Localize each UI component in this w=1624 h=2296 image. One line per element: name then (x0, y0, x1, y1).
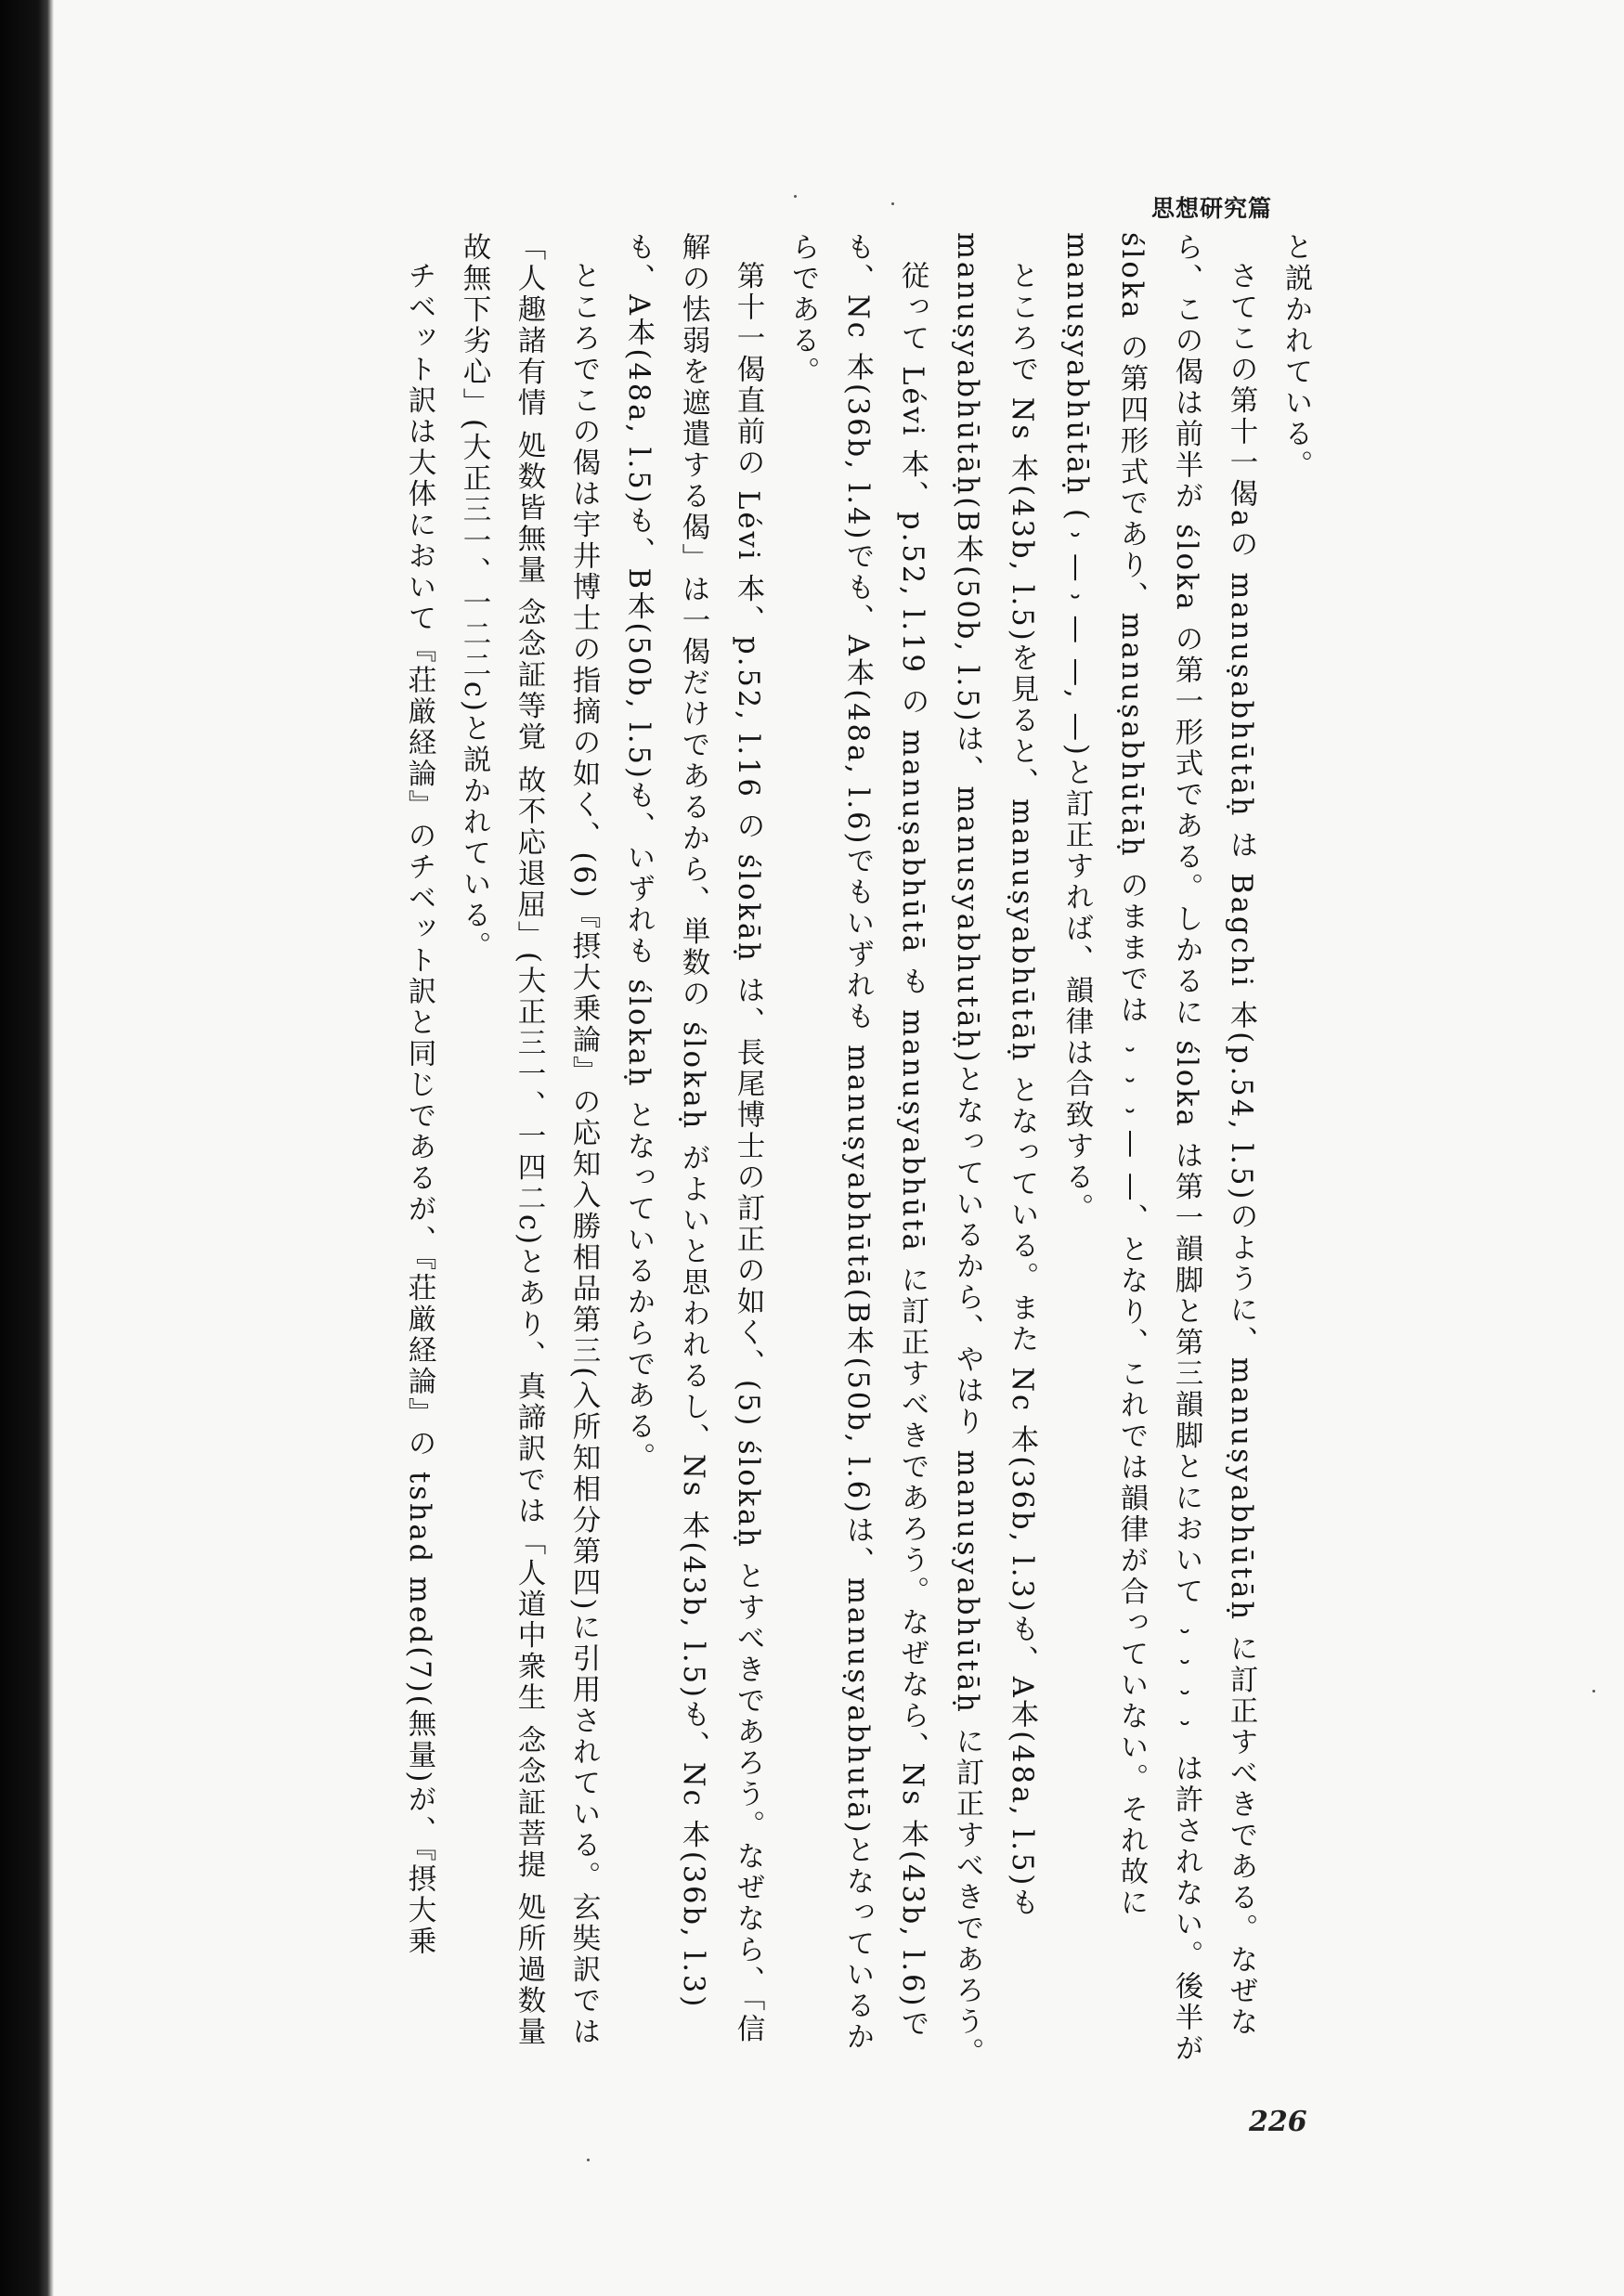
scan-speck (1592, 1690, 1595, 1693)
scan-speck (794, 195, 797, 198)
vertical-body-text (181, 232, 1323, 2070)
paragraph: 従って Lévi 本、p.52, l.19 の manuṣabhūtā も manuṣyabhūtā に訂正すべきであろう。なぜなら、Ns 本(43b, l.6)でも、Nc 本(36b, l.4)でも、A本(48a, l.6)でもいずれも manuṣyabhūtā(B本(50b, l.6)は、manuṣyabhutā)となっているからである。 (786, 232, 929, 2054)
paragraph: ところでこの偈は宇井博士の指摘の如く、(6)『摂大乗論』の応知入勝相品第三(入所知相分第四)に引用されている。玄奘訳では「人趣諸有情 処数皆無量 念念証等覚 故不応退屈」(大正三一、一四二c)とあり、真諦訳では「人道中衆生 念念証菩提 処所過数量 故無下劣心」(大正三一、一二二c)と説かれている。 (458, 232, 600, 2048)
paragraph: ところで Ns 本(43b, l.5)を見ると、manuṣyabhūtāḥ となっている。また Nc 本(36b, l.3)も、A本(48a, l.5)も manuṣyabhūtāḥ(B本(50b, l.5)は、manusyabhutāḥ)となっているから、やはり manuṣyabhūtāḥ に訂正すべきであろう。 (951, 232, 1038, 2069)
book-binding-shadow (0, 0, 54, 2296)
scan-speck (587, 2159, 590, 2161)
page-number: 226 (1249, 2106, 1307, 2138)
section-header: 思想研究篇 (1151, 195, 1273, 222)
paragraph: と説かれている。 (1280, 232, 1312, 481)
paragraph: 第十一偈直前の Lévi 本、p.52, l.16 の ślokāḥ は、長尾博士の訂正の如く、(5) ślokaḥ とすべきであろう。なぜなら、「信解の怯弱を遮遣する偈」は一偈だけであるから、単数の ślokaḥ がよいと思われるし、Ns 本(43b, l.5)も、Nc 本(36b, l.3)も、A本(48a, l.5)も、B本(50b, l.5)も、いずれも ślokaḥ となっているからである。 (622, 232, 764, 2044)
scan-speck (891, 202, 894, 205)
paragraph: さてこの第十一偈aの manuṣabhūtāḥ は Bagchi 本(p.54, l.5)のように、manuṣyabhūtāḥ に訂正すべきである。なぜなら、この偈は前半が śloka の第一形式である。しかるに śloka は第一韻脚と第三韻脚とにおいて ⏑⏑⏑⏑ は許されない。後半が śloka の第四形式であり、manuṣabhūtāḥ のままでは ⏑⏑⏑— —、となり、これでは韻律が合っていない。それ故に manuṣyabhūtāḥ (⏑—⏑— —, —)と訂正すれば、韻律は合致する。 (1060, 232, 1257, 2065)
paragraph: チベット訳は大体において『荘厳経論』のチベット訳と同じであるが、『荘厳経論』の tshad med(7)(無量)が、『摂大乗 (403, 260, 435, 1957)
